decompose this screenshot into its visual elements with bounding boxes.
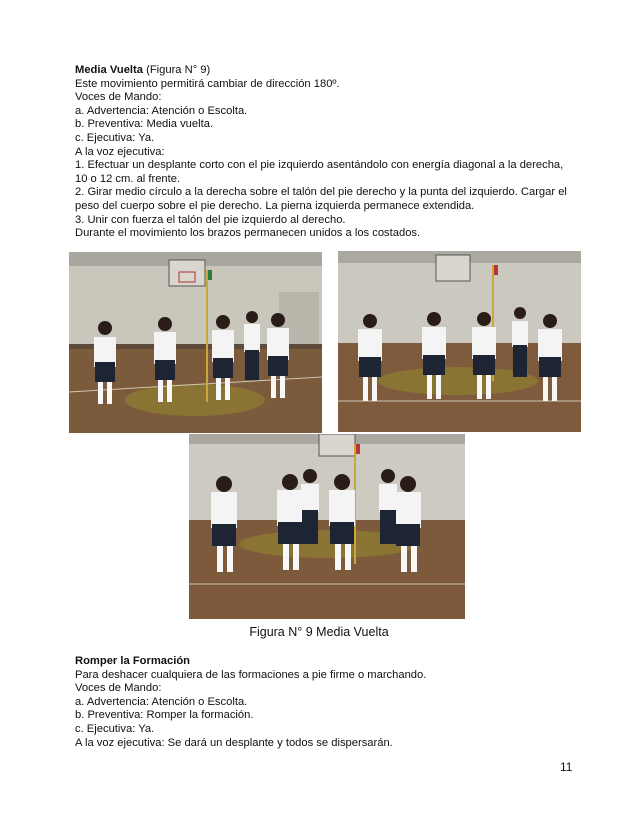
text-line: c. Ejecutiva: Ya.: [75, 722, 155, 735]
text-line: Voces de Mando:: [75, 682, 162, 695]
page-number: 11: [560, 760, 573, 774]
text-line: A la voz ejecutiva: Se dará un desplante y todos se dispersarán.: [75, 736, 393, 749]
section-title: Romper la Formación: [75, 655, 191, 667]
section-title-line: [75, 64, 595, 78]
section-media-vuelta: [75, 64, 595, 241]
photo-formation-back: [338, 251, 581, 432]
gym-scene-back-close: [189, 434, 465, 619]
text-line: Este movimiento permitirá cambiar de dirección 180º.: [75, 77, 340, 90]
text-line: peso del cuerpo sobre el pie derecho. La pierna izquierda permanece extendida.: [75, 199, 475, 212]
text-line: a. Advertencia: Atención o Escolta.: [75, 104, 248, 117]
section-romper-formacion: [75, 655, 595, 750]
photo-formation-front: [69, 252, 322, 433]
section-title: Media Vuelta: [75, 64, 143, 76]
text-line: b. Preventiva: Media vuelta.: [75, 118, 214, 131]
photo-formation-back-close: [189, 434, 465, 619]
text-line: 3. Unir con fuerza el talón del pie izquierdo al derecho.: [75, 213, 346, 226]
text-line: b. Preventiva: Romper la formación.: [75, 709, 254, 722]
text-line: 1. Efectuar un desplante corto con el pie izquierdo asentándolo con energía diagonal a la derecha,: [75, 159, 564, 172]
text-line: 10 o 12 cm. al frente.: [75, 172, 181, 185]
gym-scene-back: [338, 251, 581, 432]
text-line: Para deshacer cualquiera de las formaciones a pie firme o marchando.: [75, 668, 427, 681]
text-line: a. Advertencia: Atención o Escolta.: [75, 695, 248, 708]
figure-caption: Figura N° 9 Media Vuelta: [249, 625, 389, 639]
text-line: Voces de Mando:: [75, 91, 162, 104]
text-line: 2. Girar medio círculo a la derecha sobre el talón del pie derecho y la punta del izquierdo. Cargar el: [75, 186, 567, 199]
text-line: Durante el movimiento los brazos permanecen unidos a los costados.: [75, 227, 421, 240]
figure-reference: (Figura N° 9): [142, 64, 211, 76]
gym-scene-front: [69, 252, 322, 433]
text-line: c. Ejecutiva: Ya.: [75, 131, 155, 144]
text-line: A la voz ejecutiva:: [75, 145, 165, 158]
